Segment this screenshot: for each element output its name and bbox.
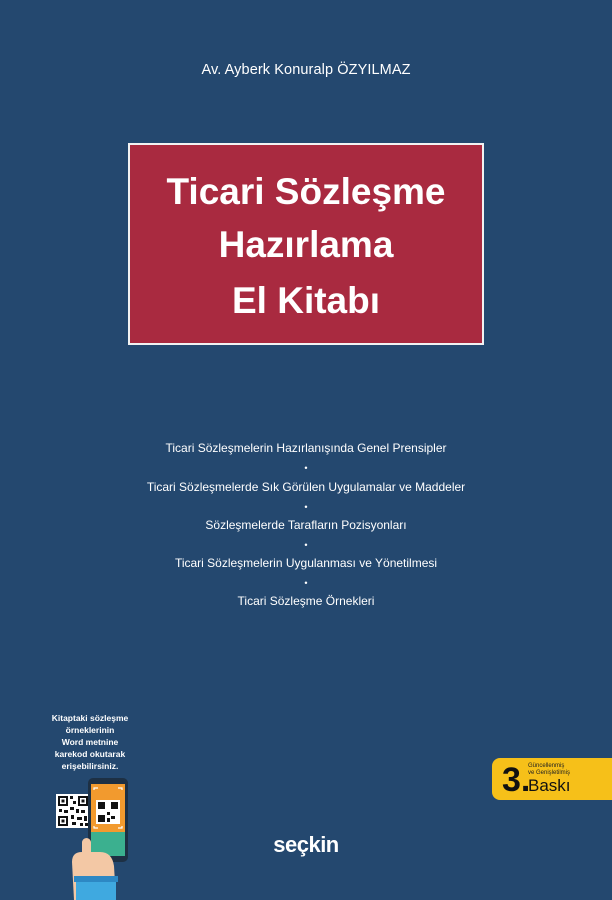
title-box bbox=[128, 143, 484, 345]
topic-item: Ticari Sözleşmelerin Hazırlanışında Genel Prensipler bbox=[165, 441, 447, 455]
edition-note bbox=[528, 763, 570, 777]
title-line-1: Ticari Sözleşme bbox=[166, 171, 446, 212]
edition-badge bbox=[492, 758, 612, 800]
topic-item: Ticari Sözleşme Örnekleri bbox=[237, 594, 375, 608]
qr-instruction-line: erişebilirsiniz. bbox=[61, 761, 119, 771]
topic-item: Ticari Sözleşmelerde Sık Görülen Uygulamalar ve Maddeler bbox=[146, 480, 466, 494]
qr-instruction bbox=[40, 712, 140, 772]
edition-number: 3. bbox=[502, 761, 531, 799]
bullet-separator: • bbox=[304, 540, 308, 550]
topic-item: Sözleşmelerde Tarafların Pozisyonları bbox=[205, 518, 407, 532]
qr-instruction-line: Word metnine bbox=[61, 737, 119, 747]
topic-item: Ticari Sözleşmelerin Uygulanması ve Yönetilmesi bbox=[174, 556, 438, 570]
bullet-separator: • bbox=[304, 578, 308, 588]
qr-code-icon bbox=[56, 794, 90, 828]
author-name: Av. Ayberk Konuralp ÖZYILMAZ bbox=[201, 62, 411, 78]
title-line-2: Hazırlama bbox=[218, 224, 394, 265]
qr-instruction-line: karekod okutarak bbox=[54, 749, 126, 759]
edition-word: Baskı bbox=[528, 776, 571, 795]
edition-note-line: Güncellenmiş bbox=[528, 763, 565, 769]
bullet-separator: • bbox=[304, 463, 308, 473]
edition-note-line: ve Genişletilmiş bbox=[528, 770, 571, 776]
qr-instruction-line: Kitaptaki sözleşme bbox=[51, 713, 129, 723]
publisher-logo: seçkin bbox=[273, 832, 339, 857]
title-line-3: El Kitabı bbox=[231, 280, 381, 321]
bullet-separator: • bbox=[304, 502, 308, 512]
qr-instruction-line: örneklerinin bbox=[65, 725, 115, 735]
